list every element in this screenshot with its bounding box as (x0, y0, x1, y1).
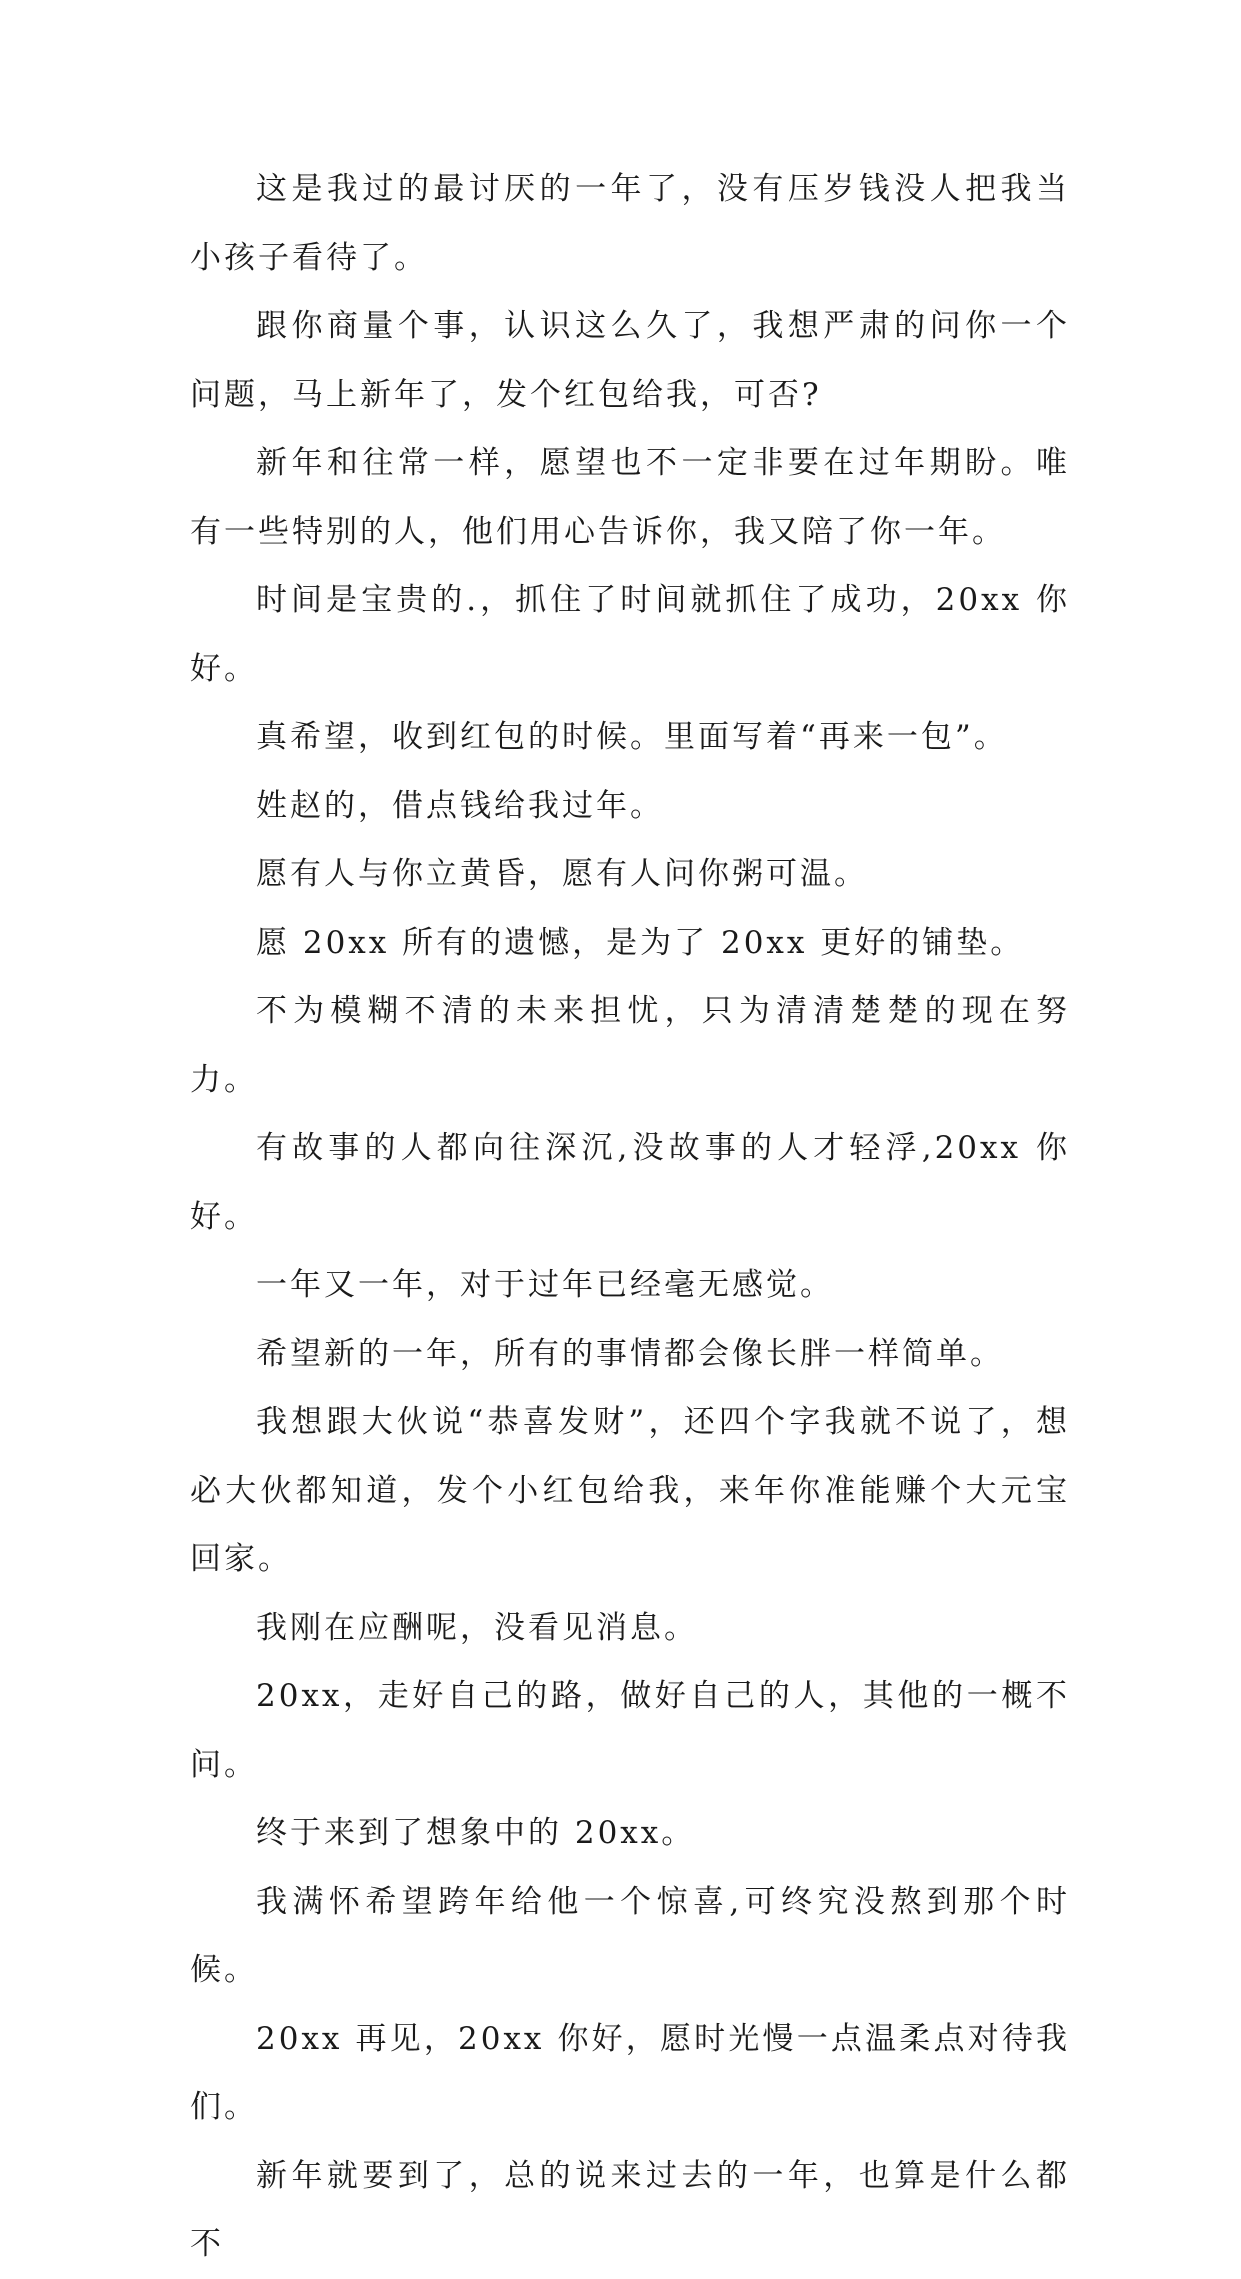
paragraph: 愿 20xx 所有的遗憾，是为了 20xx 更好的铺垫。 (256, 924, 1025, 961)
paragraph: 这是我过的最讨厌的一年了，没有压岁钱没人把我当小孩子看待了。 (190, 171, 1070, 276)
paragraph: 真希望，收到红包的时候。里面写着“再来一包”。 (256, 719, 1008, 755)
paragraph: 20xx 再见，20xx 你好，愿时光慢一点温柔点对待我们。 (190, 2020, 1070, 2125)
paragraph: 有故事的人都向往深沉,没故事的人才轻浮,20xx 你好。 (190, 1130, 1070, 1235)
paragraph: 我刚在应酬呢，没看见消息。 (256, 1609, 698, 1646)
paragraph: 一年又一年，对于过年已经毫无感觉。 (256, 1267, 834, 1303)
paragraph: 我满怀希望跨年给他一个惊喜,可终究没熬到那个时候。 (190, 1883, 1070, 1988)
paragraph: 希望新的一年，所有的事情都会像长胖一样简单。 (256, 1335, 1004, 1372)
document-body (190, 155, 1070, 2279)
paragraph: 愿有人与你立黄昏，愿有人问你粥可温。 (256, 856, 868, 892)
paragraph: 20xx，走好自己的路，做好自己的人，其他的一概不问。 (190, 1678, 1070, 1783)
paragraph: 我想跟大伙说“恭喜发财”，还四个字我就不说了，想必大伙都知道，发个小红包给我，来年你准能赚个大元宝回家。 (190, 1404, 1070, 1577)
paragraph: 时间是宝贵的.，抓住了时间就抓住了成功，20xx 你好。 (190, 582, 1070, 687)
paragraph: 不为模糊不清的未来担忧，只为清清楚楚的现在努力。 (190, 993, 1070, 1098)
paragraph: 跟你商量个事，认识这么久了，我想严肃的问你一个问题，马上新年了，发个红包给我，可否? (190, 308, 1070, 413)
paragraph: 新年和往常一样，愿望也不一定非要在过年期盼。唯有一些特别的人，他们用心告诉你，我又陪了你一年。 (190, 445, 1070, 550)
paragraph: 新年就要到了，总的说来过去的一年，也算是什么都不 (190, 2157, 1070, 2262)
paragraph: 姓赵的，借点钱给我过年。 (256, 787, 664, 824)
paragraph: 终于来到了想象中的 20xx。 (256, 1815, 696, 1851)
